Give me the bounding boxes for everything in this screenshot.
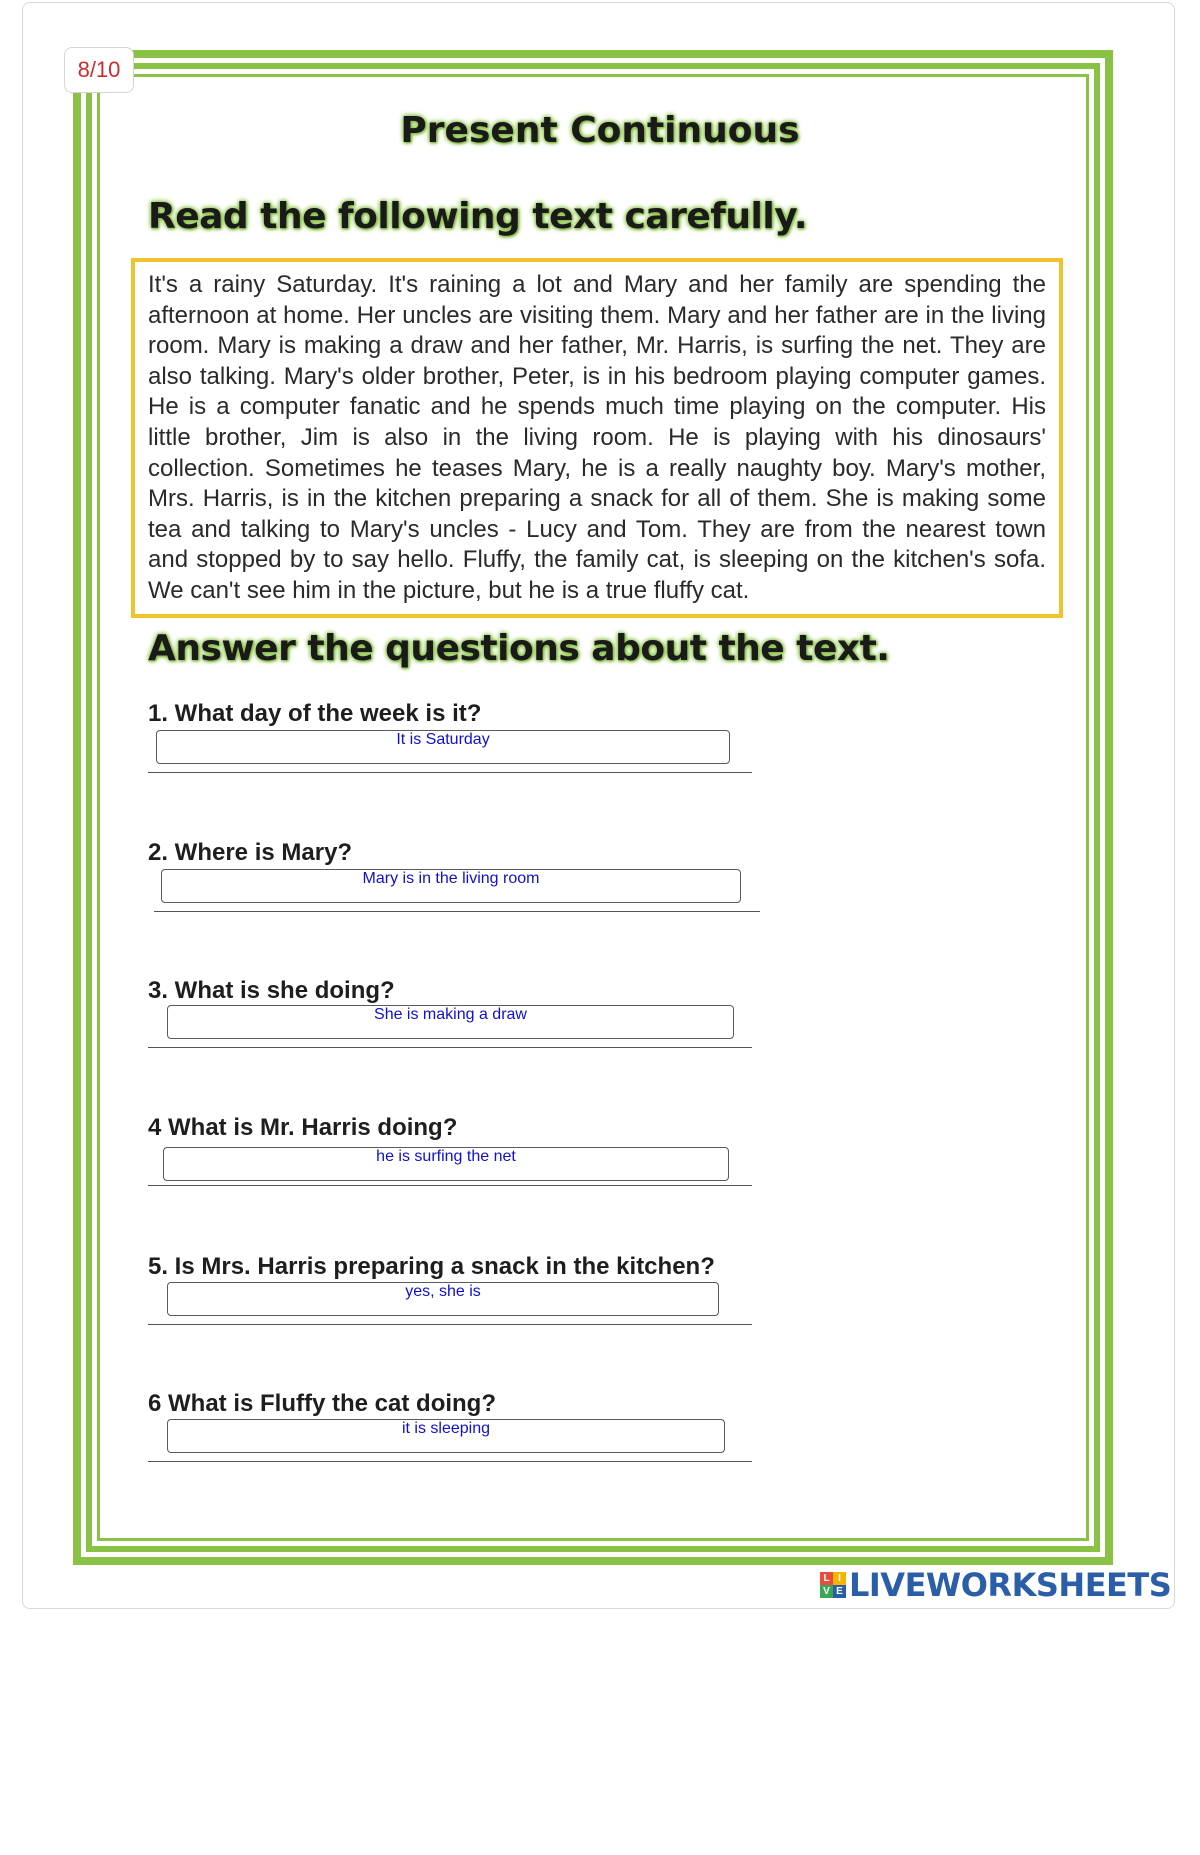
answer-line bbox=[148, 772, 752, 773]
liveworksheets-logo bbox=[820, 1566, 1171, 1604]
answer-field-3[interactable]: She is making a draw bbox=[167, 1005, 734, 1039]
question-1: 1. What day of the week is it? bbox=[148, 700, 482, 727]
answer-field-1[interactable]: It is Saturday bbox=[156, 730, 730, 764]
question-5: 5. Is Mrs. Harris preparing a snack in the kitchen? bbox=[148, 1253, 715, 1280]
worksheet-title: Present Continuous bbox=[400, 110, 800, 151]
answer-line bbox=[148, 1324, 752, 1325]
answer-field-6[interactable]: it is sleeping bbox=[167, 1419, 725, 1453]
answer-field-4[interactable]: he is surfing the net bbox=[163, 1147, 729, 1181]
logo-mark-icon: L I V E bbox=[820, 1572, 846, 1598]
score-badge: 8/10 bbox=[64, 47, 134, 93]
answer-field-2[interactable]: Mary is in the living room bbox=[161, 869, 741, 903]
logo-text: LIVEWORKSHEETS bbox=[849, 1566, 1172, 1604]
read-heading: Read the following text carefully. bbox=[148, 196, 808, 237]
answer-line bbox=[148, 1461, 752, 1462]
reading-passage: It's a rainy Saturday. It's raining a lot and Mary and her family are spending the afternoon at home. Her uncles are visiting them. Mary and her father are in the living room. Mary is making a draw and her father, Mr. Harris, is surfing the net. They are also talking. Mary's older brother, Peter, is in his bedroom playing computer games. He is a computer fanatic and he spends much time playing on the computer. His little brother, Jim is also in the living room. He is playing with his dinosaurs' collection. Sometimes he teases Mary, he is a really naughty boy. Mary's mother, Mrs. Harris, is in the kitchen preparing a snack for all of them. She is making some tea and talking to Mary's uncles - Lucy and Tom. They are from the nearest town and stopped by to say hello. Fluffy, the family cat, is sleeping on the kitchen's sofa. We can't see him in the picture, but he is a true fluffy cat. bbox=[131, 258, 1063, 618]
question-6: 6 What is Fluffy the cat doing? bbox=[148, 1390, 496, 1417]
question-3: 3. What is she doing? bbox=[148, 977, 395, 1004]
question-2: 2. Where is Mary? bbox=[148, 839, 353, 866]
answer-heading: Answer the questions about the text. bbox=[148, 628, 890, 669]
answer-line bbox=[148, 1047, 752, 1048]
answer-line bbox=[148, 1185, 752, 1186]
answer-field-5[interactable]: yes, she is bbox=[167, 1282, 719, 1316]
answer-line bbox=[154, 911, 760, 912]
question-4: 4 What is Mr. Harris doing? bbox=[148, 1114, 458, 1141]
